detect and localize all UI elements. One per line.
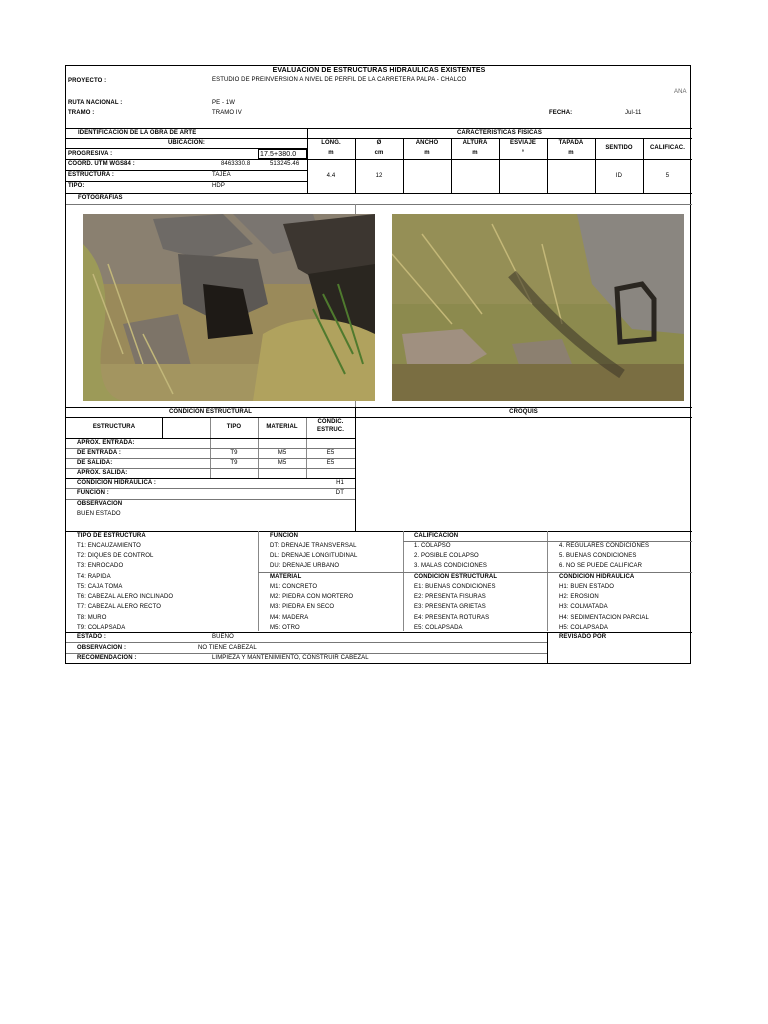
croquis-title: CROQUIS: [509, 409, 538, 415]
legend-cond-hid-2: H2: EROSION: [559, 594, 599, 600]
legend-funcion-1: DT: DRENAJE TRANSVERSAL: [270, 543, 357, 549]
calificac-value: 5: [665, 173, 670, 179]
col-tipo: TIPO: [226, 424, 242, 430]
photo-right: [392, 214, 684, 401]
col-condic: CONDIC.: [317, 419, 344, 425]
legend-tipo-6: T6: CABEZAL ALERO INCLINADO: [77, 594, 174, 600]
identificacion-title: IDENTIFICACION DE LA OBRA DE ARTE: [78, 130, 197, 136]
entrada-material: M5: [277, 450, 287, 456]
recomendacion-value: LIMPIEZA Y MANTENIMIENTO, CONSTRUIR CABEZAL: [212, 655, 369, 661]
legend-calif-title: CALIFICACION: [414, 533, 459, 539]
legend-funcion-3: DU: DRENAJE URBANO: [270, 563, 340, 569]
estado-label: ESTADO :: [77, 634, 107, 640]
proyecto-label: PROYECTO :: [68, 78, 107, 84]
col-long-name: LONG.: [321, 140, 341, 146]
funcion-value: DT: [335, 490, 344, 496]
legend-tipo-9: T9: COLAPSADA: [77, 625, 126, 631]
col-long-unit: m: [328, 150, 334, 156]
col-estruc: ESTRUC.: [316, 427, 345, 433]
legend-material-5: M5: OTRO: [270, 625, 300, 631]
tipo-value: HDP: [212, 183, 225, 189]
salida-tipo: T9: [230, 460, 238, 466]
row-aprox-salida: APROX. SALIDA:: [77, 470, 128, 476]
col-sentido-name: SENTIDO: [605, 145, 633, 151]
col-tapada-unit: m: [568, 150, 574, 156]
legend-material-4: M4: MADERA: [270, 615, 309, 621]
estructura-value: TAJEA: [212, 172, 231, 178]
entrada-cond: E5: [326, 450, 335, 456]
legend-tipo-8: T8: MURO: [77, 615, 107, 621]
estado-value: BUENO: [212, 634, 234, 640]
legend-cond-hid-5: H5: COLAPSADA: [559, 625, 608, 631]
photo-left: [83, 214, 375, 401]
recomendacion-label: RECOMENDACION :: [77, 655, 137, 661]
col-diam-name: Ø: [376, 140, 382, 146]
col-estructura: ESTRUCTURA: [92, 424, 136, 430]
legend-cond-estr-5: E5: COLAPSADA: [414, 625, 463, 631]
observacion-label: OBSERVACION: [77, 501, 123, 507]
legend-tipo-4: T4: RAPIDA: [77, 574, 111, 580]
col-altura-name: ALTURA: [462, 140, 488, 146]
revisado-label: REVISADO POR: [559, 634, 607, 640]
legend-calif-3: 3. MALAS CONDICIONES: [414, 563, 488, 569]
legend-calif-6: 6. NO SE PUEDE CALIFICAR: [559, 563, 643, 569]
caracteristicas-title: CARACTERISTICAS FISICAS: [457, 130, 542, 136]
legend-cond-estr-4: E4: PRESENTA ROTURAS: [414, 615, 490, 621]
legend-cond-hid-4: H4: SEDIMENTACION PARCIAL: [559, 615, 649, 621]
col-altura-unit: m: [472, 150, 478, 156]
col-esviaje-name: ESVIAJE: [509, 140, 537, 146]
legend-funcion-title: FUNCION: [270, 533, 299, 539]
sentido-value: ID: [615, 173, 623, 179]
legend-funcion-2: DL: DRENAJE LONGITUDINAL: [270, 553, 358, 559]
col-diam-unit: cm: [374, 150, 384, 156]
salida-material: M5: [277, 460, 287, 466]
salida-cond: E5: [326, 460, 335, 466]
col-ancho-name: ANCHO: [415, 140, 439, 146]
ana-mark: ANA: [674, 89, 687, 95]
col-material: MATERIAL: [266, 424, 298, 430]
legend-tipo-3: T3: ENROCADO: [77, 563, 124, 569]
long-value: 4.4: [326, 173, 336, 179]
fecha-value: Jul-11: [625, 110, 642, 116]
proyecto-value: ESTUDIO DE PREINVERSION A NIVEL DE PERFIL DE LA CARRETERA PALPA - CHALCO: [212, 77, 467, 83]
form-title: EVALUACION DE ESTRUCTURAS HIDRAULICAS EXISTENTES: [272, 67, 486, 74]
entrada-tipo: T9: [230, 450, 238, 456]
legend-material-title: MATERIAL: [270, 574, 302, 580]
legend-material-3: M3: PIEDRA EN SECO: [270, 604, 335, 610]
legend-calif-4: 4. REGULARES CONDICIONES: [559, 543, 650, 549]
tipo-label: TIPO:: [68, 183, 85, 189]
coord-north: 8463330.8: [221, 161, 251, 167]
legend-cond-estr-title: CONDICION ESTRUCTURAL: [414, 574, 498, 580]
fotografias-label: FOTOGRAFIAS: [78, 195, 123, 201]
funcion-label: FUNCION :: [77, 490, 109, 496]
tramo-value: TRAMO IV: [212, 110, 242, 116]
legend-tipo-1: T1: ENCAUZAMIENTO: [77, 543, 141, 549]
hidraulica-label: CONDICION HIDRAULICA :: [77, 480, 156, 486]
legend-cond-hid-1: H1: BUEN ESTADO: [559, 584, 615, 590]
progresiva-label: PROGRESIVA :: [68, 151, 113, 157]
legend-calif-1: 1. COLAPSO: [414, 543, 451, 549]
legend-tipo-5: T5: CAJA TOMA: [77, 584, 123, 590]
hidraulica-value: H1: [336, 480, 344, 486]
legend-material-2: M2: PIEDRA CON MORTERO: [270, 594, 354, 600]
legend-calif-2: 2. POSIBLE COLAPSO: [414, 553, 479, 559]
estructura-label: ESTRUCTURA :: [68, 172, 114, 178]
row-de-entrada: DE ENTRADA :: [77, 450, 121, 456]
legend-tipo-title: TIPO DE ESTRUCTURA: [77, 533, 146, 539]
col-calificac-name: CALIFICAC.: [650, 145, 685, 151]
coord-east: 513245.46: [270, 161, 300, 167]
ruta-value: PE - 1W: [212, 100, 236, 106]
legend-tipo-2: T2: DIQUES DE CONTROL: [77, 553, 154, 559]
legend-calif-5: 5. BUENAS CONDICIONES: [559, 553, 637, 559]
legend-tipo-7: T7: CABEZAL ALERO RECTO: [77, 604, 161, 610]
legend-material-1: M1: CONCRETO: [270, 584, 318, 590]
observacion-value: BUEN ESTADO: [77, 511, 121, 517]
progresiva-value: 17.5+380.0: [260, 151, 297, 158]
legend-cond-estr-1: E1: BUENAS CONDICIONES: [414, 584, 496, 590]
condicion-title: CONDICION ESTRUCTURAL: [168, 409, 253, 415]
ubicacion-label: UBICACION:: [168, 140, 205, 146]
legend-cond-estr-2: E2: PRESENTA FISURAS: [414, 594, 486, 600]
footer-observacion-label: OBSERVACION :: [77, 645, 127, 651]
row-de-salida: DE SALIDA:: [77, 460, 113, 466]
footer-observacion-value: NO TIENE CABEZAL: [198, 645, 257, 651]
evaluation-form: [65, 65, 691, 664]
row-aprox-entrada: APROX. ENTRADA:: [77, 440, 135, 446]
ruta-label: RUTA NACIONAL :: [68, 100, 123, 106]
col-ancho-unit: m: [424, 150, 430, 156]
coord-label: COORD. UTM WGS84 :: [68, 161, 135, 167]
legend-cond-hid-title: CONDICION HIDRAULICA: [559, 574, 635, 580]
fecha-label: FECHA:: [549, 110, 573, 116]
tramo-label: TRAMO :: [68, 110, 95, 116]
col-tapada-name: TAPADA: [558, 140, 584, 146]
legend-cond-hid-3: H3: COLMATADA: [559, 604, 608, 610]
col-esviaje-unit: °: [521, 150, 525, 156]
legend-cond-estr-3: E3: PRESENTA GRIETAS: [414, 604, 486, 610]
diam-value: 12: [375, 173, 383, 179]
